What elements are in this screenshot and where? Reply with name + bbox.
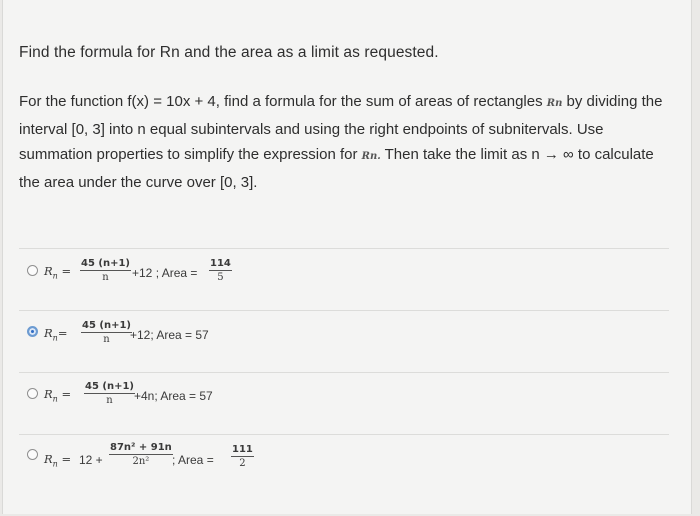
divider [19, 248, 669, 249]
option-text: +4n; Area = 57 [134, 389, 213, 403]
fraction: $\frac{45 (n+1)}{n}$ [81, 258, 130, 283]
divider [19, 310, 669, 311]
area-fraction: $\frac{114}{5}$ [210, 258, 231, 283]
question-title: Find the formula for Rn and the area as a limit as requested. [19, 44, 439, 61]
option-text: +12 ; Area = [132, 266, 198, 280]
divider [19, 372, 669, 373]
rn-symbol: Rn. [361, 151, 381, 163]
answer-option-b[interactable] [27, 318, 257, 358]
body-line1-end: by dividing the [566, 93, 663, 110]
body-line3-end: Then take the limit as n → ∞ to calculate [384, 146, 654, 164]
radio-button[interactable] [27, 388, 38, 399]
rn-symbol: Rn [546, 98, 563, 109]
body-line1-text: For the function f(x) = 10x + 4, find a formula for the sum of areas of rectangles [19, 93, 543, 110]
answer-option-c[interactable] [27, 380, 257, 420]
option-prefix: 12 + [79, 453, 103, 467]
option-text: ; Area = [172, 453, 214, 467]
body-line3-text: summation properties to simplify the expression for [19, 146, 358, 164]
fraction: $\frac{\text{87n² + 91n}}{\text{2n²}}$ [110, 442, 172, 467]
option-text: +12; Area = 57 [130, 328, 209, 342]
answer-option-a[interactable] [27, 256, 257, 296]
rn-label: $R_n=$ [44, 326, 68, 343]
radio-button-selected[interactable] [27, 326, 38, 337]
radio-button[interactable] [27, 265, 38, 276]
body-line4-text: the area under the curve over [0, 3]. [19, 173, 258, 191]
answer-option-d[interactable] [27, 442, 257, 482]
divider [19, 434, 669, 435]
rn-label: $R_n$ = [44, 264, 72, 281]
fraction: $\frac{45 (n+1)}{n}$ [85, 381, 134, 406]
fraction: $\frac{45 (n+1)}{n}$ [82, 320, 131, 345]
rn-label: $R_n$ = [44, 387, 72, 404]
body-line2-text: interval [0, 3] into n equal subintervals and using the right endpoints of subnitervals. Use [19, 120, 604, 138]
area-fraction: $\frac{111}{2}$ [232, 444, 253, 469]
rn-label: $R_n$ = [44, 452, 72, 469]
question-body [19, 89, 679, 195]
question-card [2, 0, 692, 514]
radio-button[interactable] [27, 449, 38, 460]
